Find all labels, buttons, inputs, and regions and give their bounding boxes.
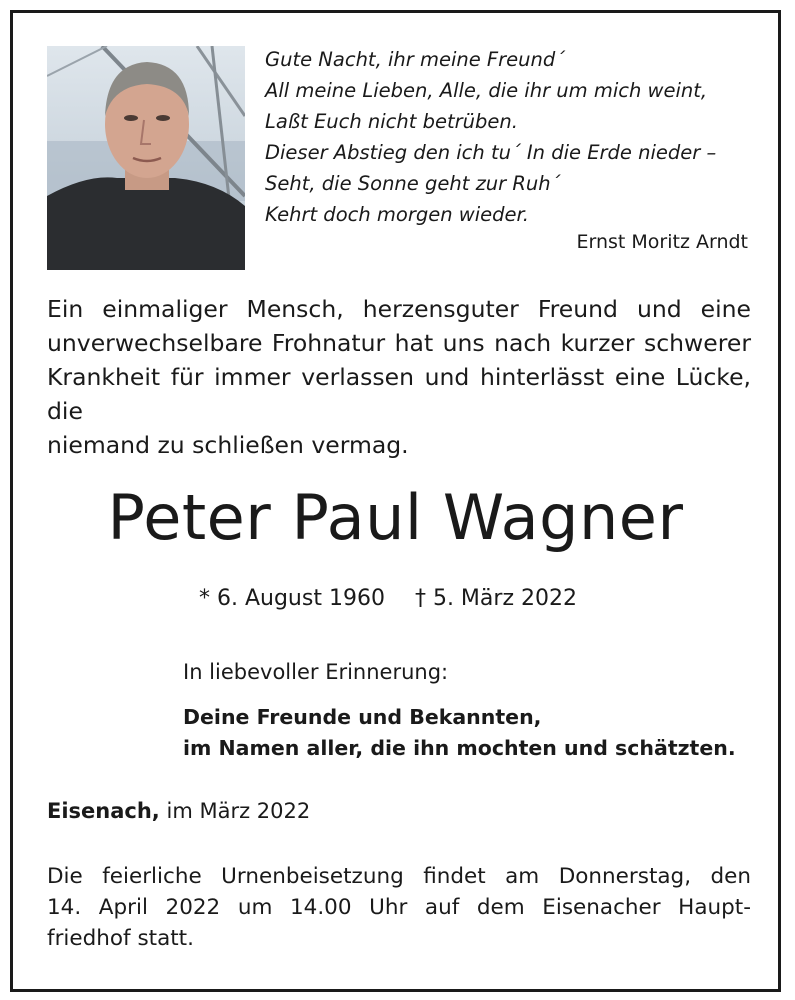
date: im März 2022 [166,799,311,823]
poem-line: All meine Lieben, Alle, die ihr um mich weint, [265,79,708,102]
poem-line: Dieser Abstieg den ich tu´ In die Erde nieder – [265,141,717,164]
funeral-notice [47,861,751,954]
tribute-text [47,292,751,462]
portrait-image [47,46,245,270]
funeral-line: friedhof statt. [47,926,194,951]
place: Eisenach, [47,799,160,823]
birth-date: * 6. August 1960 [199,586,385,611]
life-dates [199,586,607,611]
poem-line: Seht, die Sonne geht zur Ruh´ [265,172,561,195]
poem-line: Gute Nacht, ihr meine Freund´ [265,48,566,71]
funeral-line: 14. April 2022 um 14.00 Uhr auf dem Eisenacher Haupt- [47,895,751,920]
poem-line: Kehrt doch morgen wieder. [265,203,529,226]
signers [183,702,736,764]
signer-line: Deine Freunde und Bekannten, [183,705,542,729]
remembrance-intro: In liebevoller Erinnerung: [183,660,449,684]
deceased-name: Peter Paul Wagner [107,481,684,554]
portrait-photo [47,46,245,270]
tribute-line: Ein einmaliger Mensch, herzensguter Freund und eine [47,295,751,323]
death-date: † 5. März 2022 [414,586,577,611]
poem-line: Laßt Euch nicht betrüben. [265,110,518,133]
funeral-line: Die feierliche Urnenbeisetzung findet am Donnerstag, den [47,864,751,889]
tribute-line: unverwechselbare Frohnatur hat uns nach kurzer schwerer [47,329,751,357]
obituary-frame [10,10,781,992]
tribute-line: niemand zu schließen vermag. [47,431,409,459]
signer-line: im Namen aller, die ihn mochten und schätzten. [183,736,736,760]
poem [265,44,765,230]
poem-author: Ernst Moritz Arndt [576,231,748,253]
tribute-line: Krankheit für immer verlassen und hinterlässt eine Lücke, die [47,363,751,425]
place-date [47,799,310,823]
